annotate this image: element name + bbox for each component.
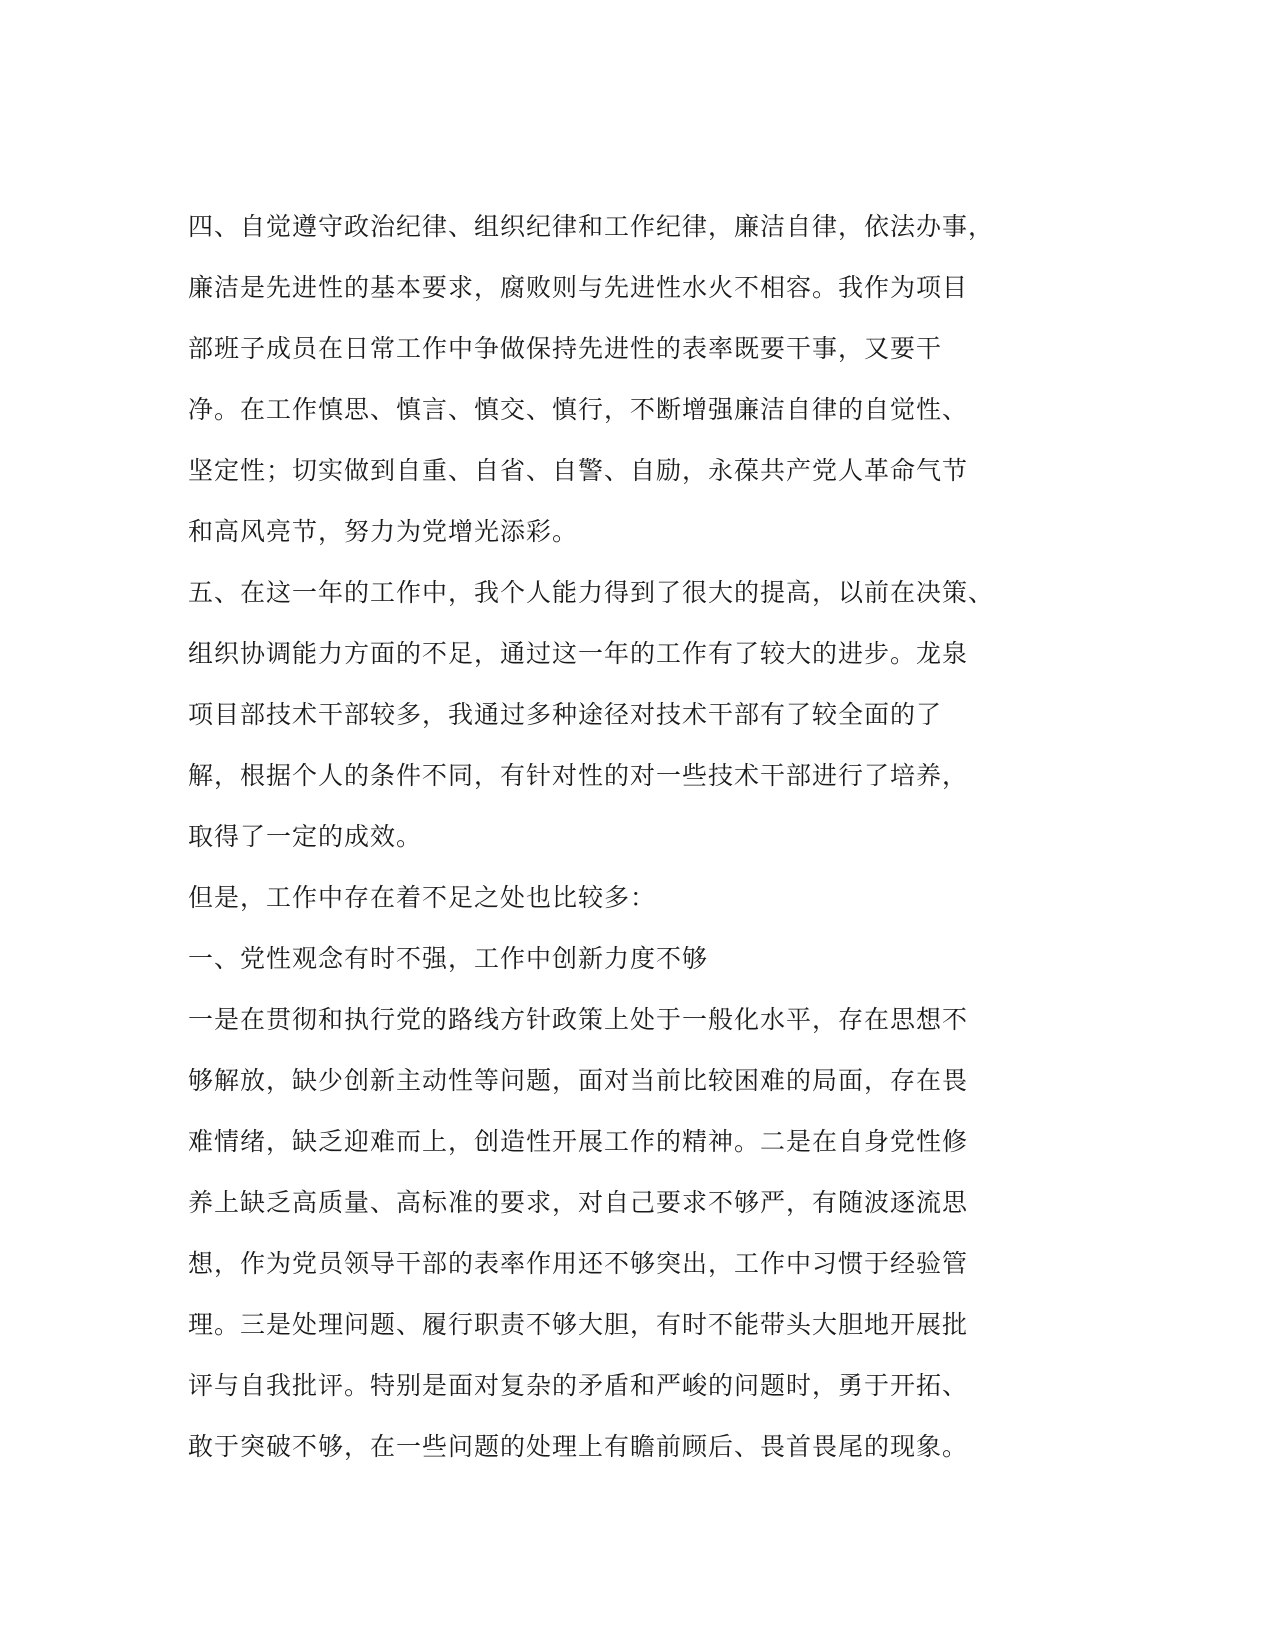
text-line: 想，作为党员领导干部的表率作用还不够突出，工作中习惯于经验管	[188, 1249, 969, 1278]
text-line: 敢于突破不够，在一些问题的处理上有瞻前顾后、畏首畏尾的现象。	[188, 1432, 969, 1461]
text-line: 一是在贯彻和执行党的路线方针政策上处于一般化水平，存在思想不	[188, 1005, 969, 1034]
text-line: 部班子成员在日常工作中争做保持先进性的表率既要干事，又要干	[188, 334, 943, 363]
text-line: 评与自我批评。特别是面对复杂的矛盾和严峻的问题时，勇于开拓、	[188, 1371, 969, 1400]
text-line: 够解放，缺少创新主动性等问题，面对当前比较困难的局面，存在畏	[188, 1066, 969, 1095]
text-line: 难情绪，缺乏迎难而上，创造性开展工作的精神。二是在自身党性修	[188, 1127, 969, 1156]
text-line: 五、在这一年的工作中，我个人能力得到了很大的提高，以前在决策、	[188, 578, 995, 607]
text-line: 一、党性观念有时不强，工作中创新力度不够	[188, 944, 709, 973]
text-line: 理。三是处理问题、履行职责不够大胆，有时不能带头大胆地开展批	[188, 1310, 969, 1339]
text-line: 但是，工作中存在着不足之处也比较多：	[188, 883, 657, 912]
text-line: 组织协调能力方面的不足，通过这一年的工作有了较大的进步。龙泉	[188, 639, 969, 668]
text-line: 项目部技术干部较多，我通过多种途径对技术干部有了较全面的了	[188, 700, 943, 729]
text-line: 养上缺乏高质量、高标准的要求，对自己要求不够严，有随波逐流思	[188, 1188, 969, 1217]
text-line: 取得了一定的成效。	[188, 822, 423, 851]
text-line: 净。在工作慎思、慎言、慎交、慎行，不断增强廉洁自律的自觉性、	[188, 395, 969, 424]
text-line: 廉洁是先进性的基本要求，腐败则与先进性水火不相容。我作为项目	[188, 273, 969, 302]
text-line: 和高风亮节，努力为党增光添彩。	[188, 517, 579, 546]
document-body	[188, 196, 995, 1477]
text-line: 坚定性；切实做到自重、自省、自警、自励，永葆共产党人革命气节	[188, 456, 969, 485]
text-line: 四、自觉遵守政治纪律、组织纪律和工作纪律，廉洁自律，依法办事，	[188, 212, 995, 241]
text-line: 解，根据个人的条件不同，有针对性的对一些技术干部进行了培养，	[188, 761, 969, 790]
